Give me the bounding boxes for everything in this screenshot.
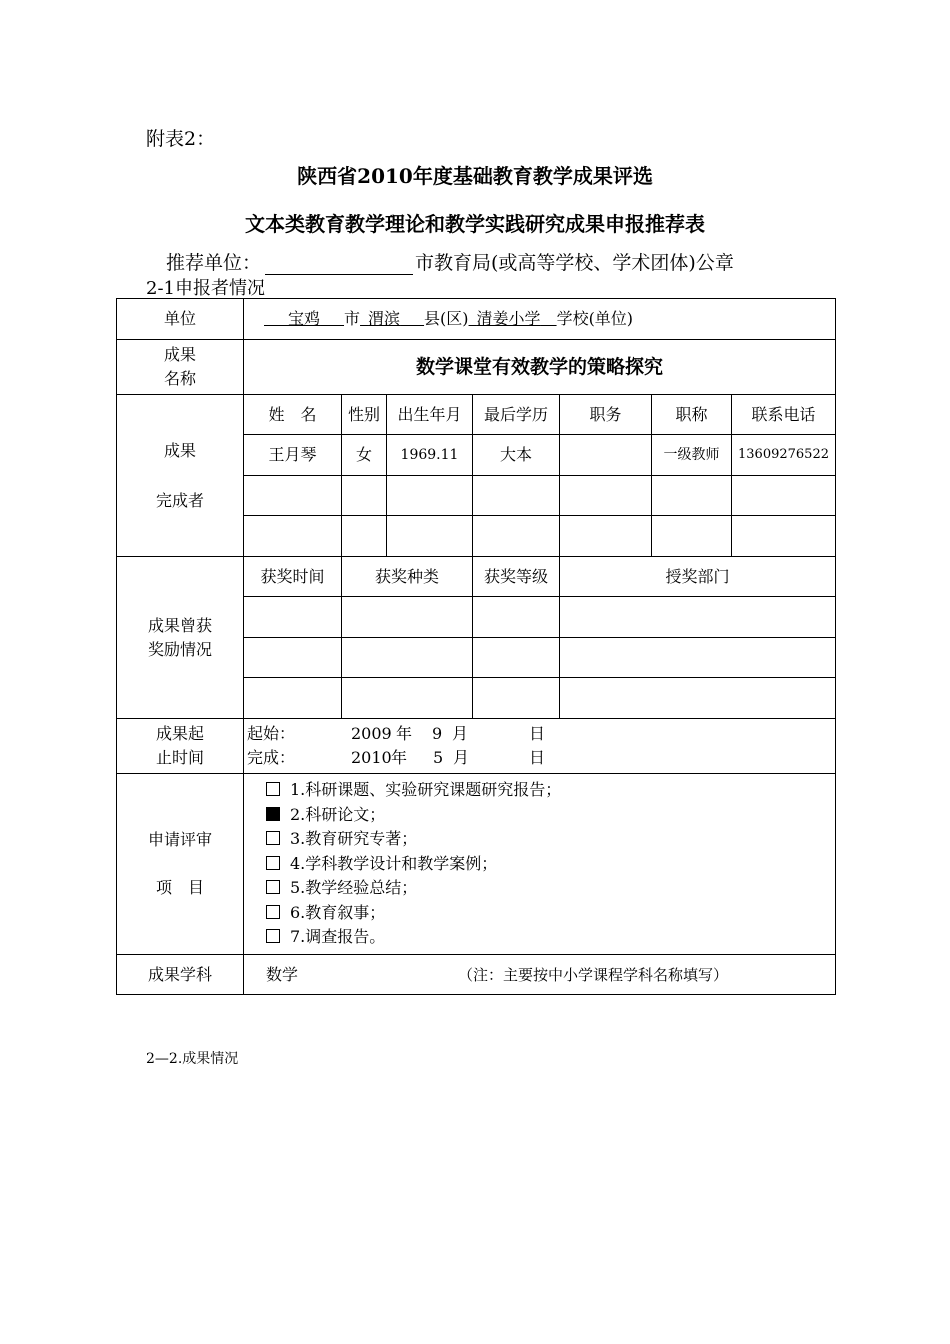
- recommend-prefix: 推荐单位：: [166, 252, 262, 274]
- period-end: 完成： 2010年 5 月 日: [247, 748, 546, 767]
- review-item[interactable]: 1.科研课题、实验研究课题研究报告；: [266, 778, 835, 803]
- completer-birth[interactable]: 1969.11: [387, 435, 473, 476]
- completer-title[interactable]: 一级教师: [652, 435, 732, 476]
- completer-phone[interactable]: 13609276522: [732, 435, 836, 476]
- completer-phone[interactable]: [732, 516, 836, 557]
- header-gender: 性别: [342, 395, 387, 435]
- unit-city: 宝鸡: [288, 309, 321, 328]
- checkbox-icon[interactable]: [266, 905, 280, 919]
- header-award-time: 获奖时间: [244, 557, 342, 597]
- completer-birth[interactable]: [387, 516, 473, 557]
- recommend-blank[interactable]: [265, 255, 413, 275]
- checkbox-icon[interactable]: [266, 782, 280, 796]
- recommend-suffix: 市教育局(或高等学校、学术团体)公章: [415, 252, 734, 274]
- completer-title[interactable]: [652, 516, 732, 557]
- achievement-name-value: 数学课堂有效教学的策略探究: [244, 340, 836, 395]
- award-time[interactable]: [244, 597, 342, 638]
- review-items-row: [117, 774, 836, 955]
- subject-label: 成果学科: [117, 955, 244, 995]
- completer-name[interactable]: [244, 476, 342, 516]
- award-type[interactable]: [342, 597, 473, 638]
- form-title-line2: 文本类教育教学理论和教学实践研究成果申报推荐表: [245, 212, 705, 236]
- header-name: 姓 名: [244, 395, 342, 435]
- checkbox-icon[interactable]: [266, 831, 280, 845]
- award-type[interactable]: [342, 638, 473, 678]
- review-items-label: 申请评审 项 目: [117, 774, 244, 955]
- award-level[interactable]: [473, 678, 560, 719]
- completer-name[interactable]: [244, 516, 342, 557]
- unit-value: 宝鸡 市 渭滨 县(区) 清姜小学 学校(单位): [244, 299, 836, 340]
- unit-county: 渭滨: [368, 309, 401, 328]
- awards-label: 成果曾获 奖励情况: [117, 557, 244, 719]
- completer-gender[interactable]: 女: [342, 435, 387, 476]
- award-dept[interactable]: [560, 597, 836, 638]
- completers-label: 成果 完成者: [117, 395, 244, 557]
- completer-education[interactable]: 大本: [473, 435, 560, 476]
- header-phone: 联系电话: [732, 395, 836, 435]
- completer-birth[interactable]: [387, 476, 473, 516]
- completer-position[interactable]: [560, 516, 652, 557]
- review-item[interactable]: 2.科研论文；: [266, 803, 835, 828]
- award-level[interactable]: [473, 638, 560, 678]
- header-position: 职务: [560, 395, 652, 435]
- header-award-dept: 授奖部门: [560, 557, 836, 597]
- period-value: [244, 719, 836, 774]
- completer-phone[interactable]: [732, 476, 836, 516]
- completer-gender[interactable]: [342, 516, 387, 557]
- completer-position[interactable]: [560, 435, 652, 476]
- completer-position[interactable]: [560, 476, 652, 516]
- award-type[interactable]: [342, 678, 473, 719]
- award-level[interactable]: [473, 597, 560, 638]
- review-item[interactable]: 3.教育研究专著；: [266, 827, 835, 852]
- awards-header-row: [117, 557, 836, 597]
- unit-label: 单位: [117, 299, 244, 340]
- completer-education[interactable]: [473, 516, 560, 557]
- achievement-name-row: [117, 340, 836, 395]
- checkbox-icon[interactable]: [266, 880, 280, 894]
- review-item[interactable]: 6.教育叙事；: [266, 901, 835, 926]
- subject-row: [117, 955, 836, 995]
- review-item[interactable]: 7.调查报告。: [266, 925, 835, 950]
- unit-row: [117, 299, 836, 340]
- achievement-name-label: 成果 名称: [117, 340, 244, 395]
- header-birth: 出生年月: [387, 395, 473, 435]
- award-dept[interactable]: [560, 678, 836, 719]
- unit-school: 清姜小学: [476, 309, 541, 328]
- subject-note: （注：主要按中小学课程学科名称填写）: [458, 965, 729, 984]
- completers-header-row: [117, 395, 836, 435]
- subject-value: 数学: [266, 964, 299, 984]
- header-award-level: 获奖等级: [473, 557, 560, 597]
- applicant-form-table: [116, 298, 836, 995]
- completer-name[interactable]: 王月琴: [244, 435, 342, 476]
- award-time[interactable]: [244, 678, 342, 719]
- checkbox-icon[interactable]: [266, 856, 280, 870]
- subject-value-cell[interactable]: [244, 955, 836, 995]
- checkbox-checked-icon[interactable]: [266, 807, 280, 821]
- section-applicant-title: 2-1申报者情况: [146, 278, 265, 299]
- period-row: [117, 719, 836, 774]
- section-results-title: 2—2.成果情况: [146, 1051, 239, 1067]
- review-items-list: [244, 774, 836, 955]
- checkbox-icon[interactable]: [266, 929, 280, 943]
- period-label: 成果起 止时间: [117, 719, 244, 774]
- header-title: 职称: [652, 395, 732, 435]
- award-time[interactable]: [244, 638, 342, 678]
- header-education: 最后学历: [473, 395, 560, 435]
- review-item[interactable]: 5.教学经验总结；: [266, 876, 835, 901]
- form-title-line1: 陕西省2010年度基础教育教学成果评选: [297, 164, 653, 188]
- period-start: 起始： 2009 年 9 月 日: [247, 724, 546, 743]
- annex-label: 附表2：: [146, 128, 216, 150]
- review-item[interactable]: 4.学科教学设计和教学案例；: [266, 852, 835, 877]
- recommending-unit-line: [166, 248, 734, 275]
- completer-education[interactable]: [473, 476, 560, 516]
- header-award-type: 获奖种类: [342, 557, 473, 597]
- completer-gender[interactable]: [342, 476, 387, 516]
- award-dept[interactable]: [560, 638, 836, 678]
- completer-title[interactable]: [652, 476, 732, 516]
